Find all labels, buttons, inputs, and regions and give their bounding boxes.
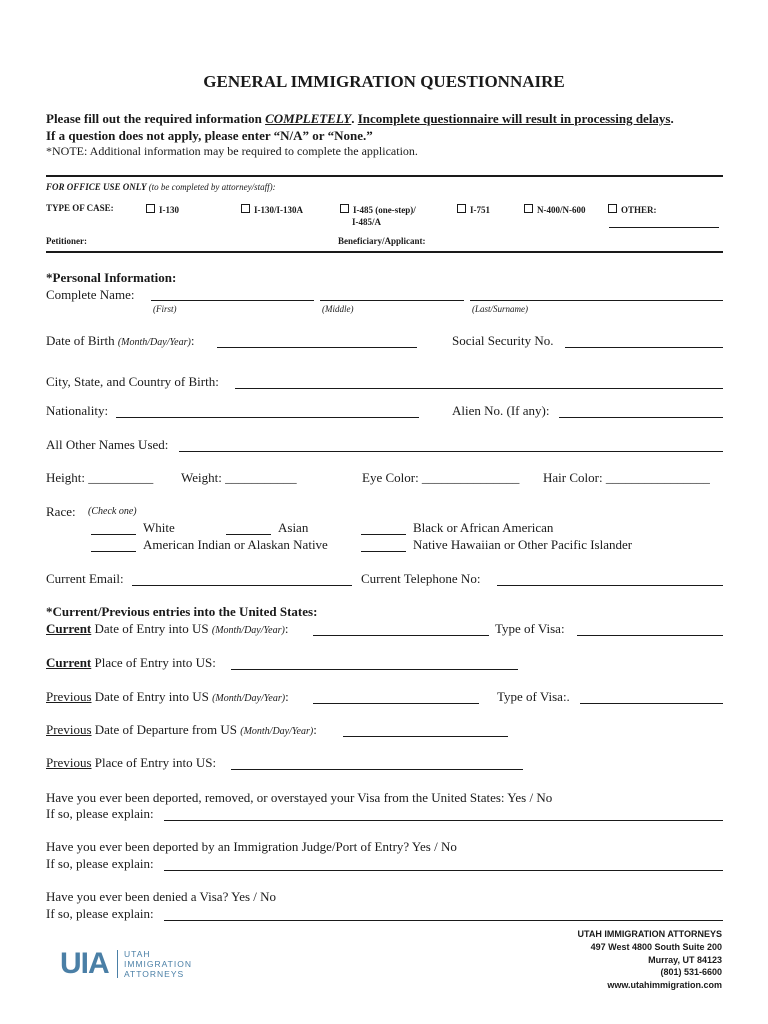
colon: : (284, 621, 289, 636)
middle-name-field[interactable] (320, 300, 464, 301)
ssn-label: Social Security No. (452, 333, 554, 348)
case-option-label: N-400/N-600 (537, 205, 586, 215)
office-heading-label: FOR OFFICE USE ONLY (46, 182, 147, 192)
office-heading (46, 182, 276, 192)
current-word: Current (46, 655, 92, 670)
case-option-i130a[interactable] (241, 204, 303, 215)
alien-label: Alien No. (If any): (452, 403, 550, 418)
race-label: Race: (46, 504, 76, 519)
race-white-blank[interactable] (91, 534, 136, 535)
nationality-label: Nationality: (46, 403, 109, 418)
place-entry-text: Place of Entry into US: (91, 755, 217, 770)
explain-field-3[interactable] (164, 920, 723, 921)
colon: : (313, 722, 317, 737)
nationality-field[interactable] (116, 417, 419, 418)
race-native-american-blank[interactable] (91, 551, 136, 552)
weight-field[interactable]: Weight: ___________ (181, 470, 297, 485)
petitioner-label: Petitioner: (46, 236, 87, 246)
current-entry-date-label (46, 621, 288, 637)
explain-label: If so, please explain: (46, 806, 154, 821)
case-option-i485[interactable] (340, 204, 416, 215)
explain-field-2[interactable] (164, 870, 723, 871)
race-black-label: Black or African American (413, 520, 554, 535)
case-type-label: TYPE OF CASE: (46, 203, 114, 213)
case-option-i751[interactable] (457, 204, 490, 215)
previous-entry-date-field[interactable] (313, 703, 479, 704)
office-heading-note: (to be completed by attorney/staff) (146, 182, 273, 192)
previous-entry-date-label (46, 689, 289, 705)
explain-field-1[interactable] (164, 820, 723, 821)
case-option-other[interactable] (608, 204, 657, 215)
case-option-i130[interactable] (146, 204, 179, 215)
current-entry-place-label (46, 655, 216, 671)
case-option-label: I-485 (one-step)/ (353, 205, 416, 215)
intro-line-1c: . (351, 111, 358, 126)
phone-label: Current Telephone No: (361, 571, 481, 586)
email-label: Current Email: (46, 571, 124, 586)
office-bottom-rule (46, 251, 723, 253)
checkbox[interactable] (146, 204, 155, 213)
intro-warning: Incomplete questionnaire will result in processing delays (357, 111, 671, 126)
intro-note: *NOTE: Additional information may be required to complete the application. (46, 144, 418, 158)
dob-hint: (Month/Day/Year) (117, 337, 191, 348)
date-entry-text: Date of Entry into US (91, 621, 212, 636)
firm-address-1: 497 West 4800 South Suite 200 (590, 942, 722, 952)
checkbox[interactable] (608, 204, 617, 213)
alien-field[interactable] (559, 417, 723, 418)
case-option-label: OTHER: (621, 205, 657, 215)
entries-heading: *Current/Previous entries into the United States: (46, 604, 318, 619)
other-names-field[interactable] (179, 451, 723, 452)
previous-word: Previous (46, 722, 92, 737)
dob-label-text: Date of Birth (46, 333, 118, 348)
previous-visa-field[interactable] (580, 703, 723, 704)
complete-name-label: Complete Name: (46, 287, 135, 302)
logo-line: ATTORNEYS (124, 969, 185, 979)
dob-colon: : (190, 333, 195, 348)
explain-label: If so, please explain: (46, 856, 154, 871)
departure-text: Date of Departure from US (91, 722, 241, 737)
logo-line: IMMIGRATION (124, 959, 192, 969)
intro-line-1 (46, 111, 674, 127)
case-option-label: I-130 (159, 205, 179, 215)
date-hint: (Month/Day/Year) (212, 693, 286, 704)
dob-label (46, 333, 194, 349)
checkbox[interactable] (241, 204, 250, 213)
beneficiary-label: Beneficiary/Applicant: (338, 236, 426, 246)
current-entry-date-field[interactable] (313, 635, 489, 636)
phone-field[interactable] (497, 585, 723, 586)
race-native-american-label: American Indian or Alaskan Native (143, 537, 328, 552)
logo-line: UTAH (124, 949, 151, 959)
logo-wordmark (124, 949, 192, 979)
page-title: GENERAL IMMIGRATION QUESTIONNAIRE (203, 72, 565, 91)
previous-departure-label (46, 722, 317, 738)
office-heading-colon: : (272, 182, 276, 192)
birthplace-label: City, State, and Country of Birth: (46, 374, 219, 389)
email-field[interactable] (132, 585, 352, 586)
race-black-blank[interactable] (361, 534, 406, 535)
hair-color-field[interactable]: Hair Color: ________________ (543, 470, 710, 485)
office-top-rule (46, 175, 723, 177)
other-names-label: All Other Names Used: (46, 437, 169, 452)
logo-divider (117, 950, 118, 978)
question-denied-visa: Have you ever been denied a Visa? Yes / No (46, 889, 277, 904)
race-asian-blank[interactable] (226, 534, 271, 535)
current-visa-field[interactable] (577, 635, 723, 636)
intro-line-1e: . (670, 111, 674, 126)
dob-field[interactable] (217, 347, 417, 348)
intro-line-2: If a question does not apply, please enter “N/A” or “None.” (46, 128, 373, 143)
race-pacific-islander-label: Native Hawaiian or Other Pacific Islander (413, 537, 633, 552)
birthplace-field[interactable] (235, 388, 723, 389)
first-name-caption: (First) (153, 304, 177, 314)
previous-word: Previous (46, 755, 92, 770)
previous-departure-field[interactable] (343, 736, 508, 737)
place-entry-text: Place of Entry into US: (91, 655, 216, 670)
date-entry-text: Date of Entry into US (91, 689, 213, 704)
ssn-field[interactable] (565, 347, 723, 348)
firm-address-2: Murray, UT 84123 (648, 955, 722, 965)
firm-website[interactable]: www.utahimmigration.com (607, 980, 722, 990)
explain-label: If so, please explain: (46, 906, 154, 921)
colon: : (285, 689, 289, 704)
other-field[interactable] (609, 227, 719, 228)
race-asian-label: Asian (278, 520, 309, 535)
intro-completely: COMPLETELY (265, 111, 352, 126)
case-option-i485-cont: I-485/A (352, 217, 381, 227)
current-entry-place-field[interactable] (231, 669, 518, 670)
middle-name-caption: (Middle) (322, 304, 354, 314)
first-name-field[interactable] (151, 300, 314, 301)
firm-phone: (801) 531-6600 (660, 967, 722, 977)
previous-entry-place-field[interactable] (231, 769, 523, 770)
uia-logo-mark: UIA (60, 947, 109, 980)
date-hint: (Month/Day/Year) (211, 625, 285, 636)
question-deported-judge: Have you ever been deported by an Immigration Judge/Port of Entry? Yes / No (46, 839, 457, 854)
intro-line-1a: Please fill out the required information (46, 111, 266, 126)
last-name-caption: (Last/Surname) (472, 304, 528, 314)
height-field[interactable]: Height: __________ (46, 470, 154, 485)
race-pacific-islander-blank[interactable] (361, 551, 406, 552)
checkbox[interactable] (340, 204, 349, 213)
case-option-label: I-751 (470, 205, 490, 215)
case-option-label: I-130/I-130A (254, 205, 303, 215)
current-word: Current (46, 621, 92, 636)
previous-word: Previous (46, 689, 92, 704)
race-white-label: White (143, 520, 175, 535)
previous-entry-place-label (46, 755, 216, 771)
current-visa-label: Type of Visa: (495, 621, 565, 636)
question-deported-overstayed: Have you ever been deported, removed, or overstayed your Visa from the United States: Yes / No (46, 790, 553, 805)
race-hint: (Check one) (88, 506, 137, 517)
date-hint: (Month/Day/Year) (240, 726, 314, 737)
previous-visa-label: Type of Visa:. (497, 689, 570, 704)
checkbox[interactable] (457, 204, 466, 213)
last-name-field[interactable] (470, 300, 723, 301)
personal-heading: *Personal Information: (46, 270, 177, 285)
firm-name: UTAH IMMIGRATION ATTORNEYS (577, 929, 722, 939)
case-option-n400[interactable] (524, 204, 586, 215)
checkbox[interactable] (524, 204, 533, 213)
eye-color-field[interactable]: Eye Color: _______________ (362, 470, 520, 485)
